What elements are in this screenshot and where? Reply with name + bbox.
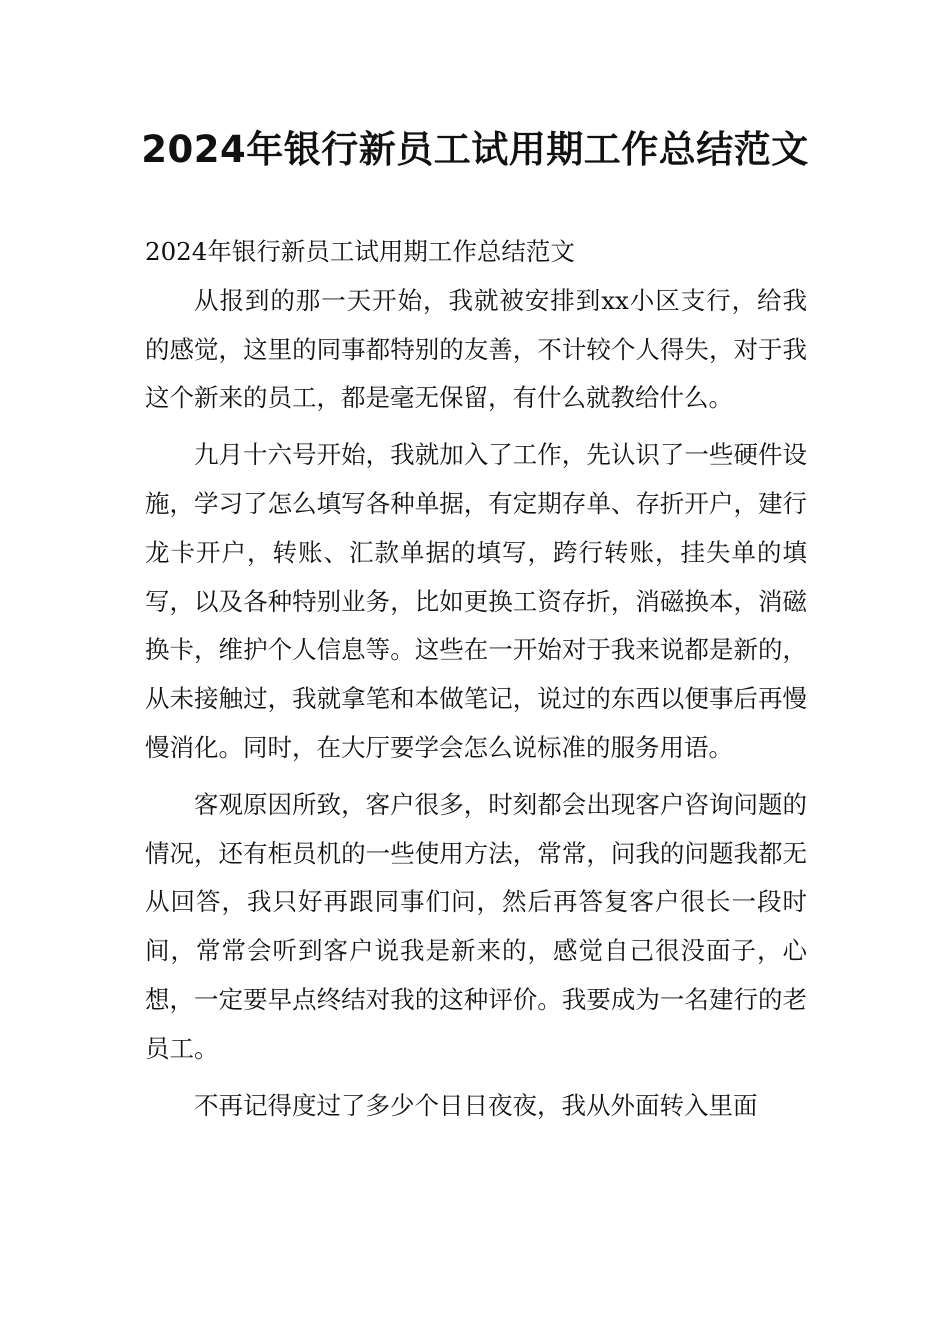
paragraph: 九月十六号开始，我就加入了工作，先认识了一些硬件设施，学习了怎么填写各种单据，有定期存单、存折开户，建行龙卡开户，转账、汇款单据的填写，跨行转账，挂失单的填写，以及各种特别业务，比如更换工资存折，消磁换本，消磁换卡，维护个人信息等。这些在一开始对于我来说都是新的，从未接触过，我就拿笔和本做笔记，说过的东西以便事后再慢慢消化。同时，在大厅要学会怎么说标准的服务用语。 — [145, 440, 807, 762]
paragraph: 不再记得度过了多少个日日夜夜，我从外面转入里面 — [194, 1090, 758, 1120]
document-subtitle: 2024年银行新员工试用期工作总结范文 — [145, 237, 575, 266]
paragraph: 从报到的那一天开始，我就被安排到xx小区支行，给我的感觉，这里的同事都特别的友善，不计较个人得失，对于我这个新来的员工，都是毫无保留，有什么就教给什么。 — [145, 285, 807, 413]
paragraph: 客观原因所致，客户很多，时刻都会出现客户咨询问题的情况，还有柜员机的一些使用方法，常常，问我的问题我都无从回答，我只好再跟同事们问，然后再答复客户很长一段时间，常常会听到客户说我是新来的，感觉自己很没面子，心想，一定要早点终结对我的这种评价。我要成为一名建行的老员工。 — [145, 789, 807, 1063]
document-title: 2024年银行新员工试用期工作总结范文 — [141, 128, 809, 171]
document-body — [145, 228, 807, 1138]
